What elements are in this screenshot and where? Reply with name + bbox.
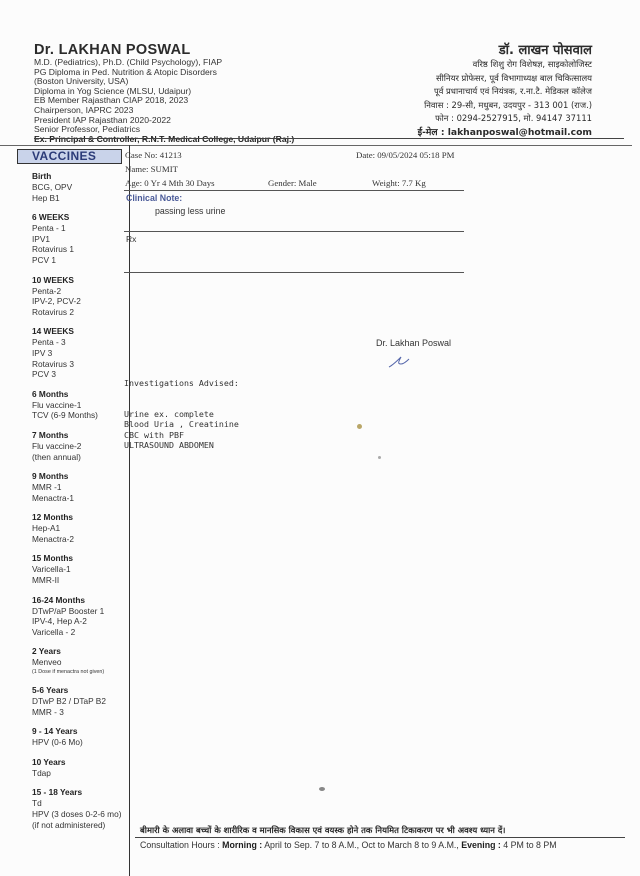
vaccine-group-heading: 6 WEEKS bbox=[32, 212, 70, 223]
vaccine-item: DTwP B2 / DTaP B2 bbox=[32, 696, 106, 707]
vaccine-group-heading: 16-24 Months bbox=[32, 594, 86, 605]
consultation-label: Consultation Hours : bbox=[140, 840, 223, 850]
vaccine-group bbox=[32, 212, 128, 265]
vaccine-group-heading: 12 Months bbox=[32, 512, 74, 523]
vaccine-group bbox=[32, 646, 128, 676]
vaccine-group bbox=[32, 685, 128, 717]
investigations-list bbox=[124, 409, 239, 451]
credential-line: Chairperson, IAPRC 2023 bbox=[34, 104, 134, 115]
vaccine-group-heading: 15 - 18 Years bbox=[32, 787, 83, 798]
vaccine-item: IPV1 bbox=[32, 233, 50, 244]
vaccine-item: (if not administered) bbox=[32, 819, 106, 830]
vaccine-item: MMR -1 bbox=[32, 482, 62, 493]
vaccine-item: Rotavirus 2 bbox=[32, 306, 74, 317]
vaccine-item: PCV 3 bbox=[32, 369, 56, 380]
vaccine-schedule-list bbox=[32, 171, 128, 839]
patient-age: Age: 0 Yr 4 Mth 30 Days bbox=[125, 178, 215, 188]
vaccine-item: Rotavirus 3 bbox=[32, 358, 74, 369]
scan-speck bbox=[378, 456, 381, 459]
vaccine-item: IPV-4, Hep A-2 bbox=[32, 616, 87, 627]
credential-line: President IAP Rajasthan 2020-2022 bbox=[34, 114, 171, 125]
vaccine-group-heading: 7 Months bbox=[32, 429, 69, 440]
vaccine-item: TCV (6-9 Months) bbox=[32, 410, 98, 421]
vaccine-group bbox=[32, 757, 128, 779]
vaccine-group-heading: 9 Months bbox=[32, 471, 69, 482]
vaccines-title: VACCINES bbox=[17, 149, 122, 164]
case-number: Case No: 41213 bbox=[125, 150, 182, 160]
credential-line: EB Member Rajasthan CIAP 2018, 2023 bbox=[34, 95, 189, 106]
hindi-details-list bbox=[292, 58, 592, 126]
clinical-divider bbox=[124, 231, 464, 232]
credential-line: M.D. (Pediatrics), Ph.D. (Child Psychology), FIAP bbox=[34, 57, 223, 67]
credential-line: (Boston University, USA) bbox=[34, 76, 129, 87]
vaccine-group bbox=[32, 726, 128, 748]
footer-divider bbox=[135, 837, 625, 838]
vaccine-item: HPV (3 doses 0-2-6 mo) bbox=[32, 809, 122, 819]
vaccine-item: Menveo bbox=[32, 657, 62, 668]
vaccine-item: MMR - 3 bbox=[32, 706, 64, 717]
rx-divider bbox=[124, 272, 464, 273]
vaccine-item: MMR-II bbox=[32, 575, 60, 586]
vaccine-item: Varicella-1 bbox=[32, 564, 71, 575]
consultation-hours bbox=[140, 840, 557, 850]
hindi-detail-line: वरिष्ठ शिशु रोग विशेषज्ञ, साइकोलोजिस्ट bbox=[472, 59, 592, 69]
vaccine-item: Penta-2 bbox=[32, 285, 62, 296]
vaccine-item: PCV 1 bbox=[32, 254, 56, 265]
vaccine-item: (then annual) bbox=[32, 451, 81, 462]
vaccine-item: IPV-2, PCV-2 bbox=[32, 296, 81, 307]
email-line: ई-मेल : lakhanposwal@hotmail.com bbox=[417, 126, 592, 138]
vaccine-group-heading: 5-6 Years bbox=[32, 685, 69, 696]
credential-line: Diploma in Yog Science (MLSU, Udaipur) bbox=[34, 85, 192, 96]
vaccine-item: Penta - 3 bbox=[32, 337, 66, 348]
evening-hours: 4 PM to 8 PM bbox=[500, 840, 557, 850]
footer-hindi-note: बीमारी के अलावा बच्चों के शारीरिक व मानसिक विकास एवं वयस्क होने तक नियमित टिकाकरण पर भी अवश्य ध्यान दें। bbox=[140, 825, 506, 835]
vaccine-group-heading: 10 WEEKS bbox=[32, 274, 74, 285]
investigation-item: ULTRASOUND ABDOMEN bbox=[124, 440, 214, 451]
clinical-note-text: passing less urine bbox=[155, 206, 226, 216]
vaccine-group bbox=[32, 595, 128, 638]
investigation-item: CBC with PBF bbox=[124, 429, 184, 440]
vaccine-group bbox=[32, 275, 128, 318]
scan-speck bbox=[319, 787, 325, 791]
vaccine-group bbox=[32, 171, 128, 203]
case-date: Date: 09/05/2024 05:18 PM bbox=[356, 150, 455, 160]
vaccine-group-heading: Birth bbox=[32, 171, 52, 181]
signer-name: Dr. Lakhan Poswal bbox=[376, 338, 452, 348]
investigation-item: Urine ex. complete bbox=[124, 409, 214, 420]
vaccine-group bbox=[32, 512, 128, 544]
hindi-detail-line: पूर्व प्रधानाचार्य एवं नियंत्रक, र.ना.टै. मेडिकल कॉलेज bbox=[433, 86, 592, 96]
vaccine-group-heading: 15 Months bbox=[32, 553, 74, 564]
investigations-block bbox=[124, 357, 239, 471]
patient-name: Name: SUMIT bbox=[125, 164, 179, 174]
credential-line: Senior Professor, Pediatrics bbox=[34, 124, 141, 135]
vaccine-group bbox=[32, 471, 128, 503]
vaccine-group bbox=[32, 553, 128, 585]
vaccine-group-heading: 2 Years bbox=[32, 646, 61, 657]
investigation-item: Blood Uria , Creatinine bbox=[124, 419, 239, 430]
vaccine-item: Flu vaccine-2 bbox=[32, 440, 82, 451]
rx-label: Rx bbox=[126, 234, 137, 244]
patient-gender: Gender: Male bbox=[268, 178, 317, 188]
doctor-name-english: Dr. LAKHAN POSWAL bbox=[34, 42, 191, 58]
investigations-heading: Investigations Advised: bbox=[124, 377, 239, 388]
vaccine-item: Hep-A1 bbox=[32, 523, 61, 534]
vaccine-group bbox=[32, 326, 128, 379]
vaccine-item: Flu vaccine-1 bbox=[32, 399, 82, 410]
vaccine-group bbox=[32, 787, 128, 830]
vaccine-footnote: (1 Dose if menactra not given) bbox=[32, 669, 105, 676]
vaccine-item: BCG, OPV bbox=[32, 182, 73, 192]
vaccine-item: Menactra-1 bbox=[32, 492, 74, 503]
vaccine-group bbox=[32, 430, 128, 462]
evening-label: Evening : bbox=[461, 840, 501, 850]
hindi-detail-line: सीनियर प्रोफेसर, पूर्व विभागाध्यक्ष बाल चिकित्सालय bbox=[435, 72, 592, 83]
vaccine-item: IPV 3 bbox=[32, 347, 53, 358]
vaccine-sidebar bbox=[0, 145, 130, 876]
hindi-detail-line: निवास : 29-सी, मधुबन, उदयपुर - 313 001 (राज.) bbox=[424, 99, 592, 110]
doctor-name-hindi: डॉ. लाखन पोसवाल bbox=[498, 43, 592, 58]
case-divider bbox=[124, 190, 464, 191]
vaccine-item: Penta - 1 bbox=[32, 223, 66, 234]
credential-line: PG Diploma in Ped. Nutrition & Atopic Disorders bbox=[34, 66, 217, 77]
hindi-detail-line: फोन : 0294-2527915, मो. 94147 37111 bbox=[435, 113, 592, 123]
vaccine-item: HPV (0-6 Mo) bbox=[32, 737, 83, 748]
signature-mark bbox=[385, 351, 413, 371]
morning-hours: April to Sep. 7 to 8 A.M., Oct to March 8 to 9 A.M., bbox=[262, 840, 462, 850]
vaccine-item: Hep B1 bbox=[32, 192, 60, 203]
vaccine-item: Td bbox=[32, 798, 42, 809]
header-divider bbox=[34, 138, 624, 139]
vaccine-item: Varicella - 2 bbox=[32, 626, 76, 637]
case-info bbox=[125, 150, 465, 192]
vaccine-group-heading: 9 - 14 Years bbox=[32, 726, 78, 737]
vaccine-item: Menactra-2 bbox=[32, 533, 74, 544]
vaccine-group bbox=[32, 389, 128, 421]
header-right bbox=[292, 40, 592, 139]
vaccine-item: DTwP/aP Booster 1 bbox=[32, 605, 105, 616]
vaccine-item: Rotavirus 1 bbox=[32, 244, 74, 255]
vaccine-group-heading: 6 Months bbox=[32, 388, 69, 399]
scan-speck bbox=[357, 424, 362, 429]
vaccine-group-heading: 10 Years bbox=[32, 756, 66, 767]
clinical-note-label: Clinical Note: bbox=[126, 193, 183, 203]
vaccine-group-heading: 14 WEEKS bbox=[32, 326, 74, 337]
morning-label: Morning : bbox=[222, 840, 263, 850]
patient-weight: Weight: 7.7 Kg bbox=[372, 178, 426, 188]
vaccine-item: Tdap bbox=[32, 767, 51, 778]
